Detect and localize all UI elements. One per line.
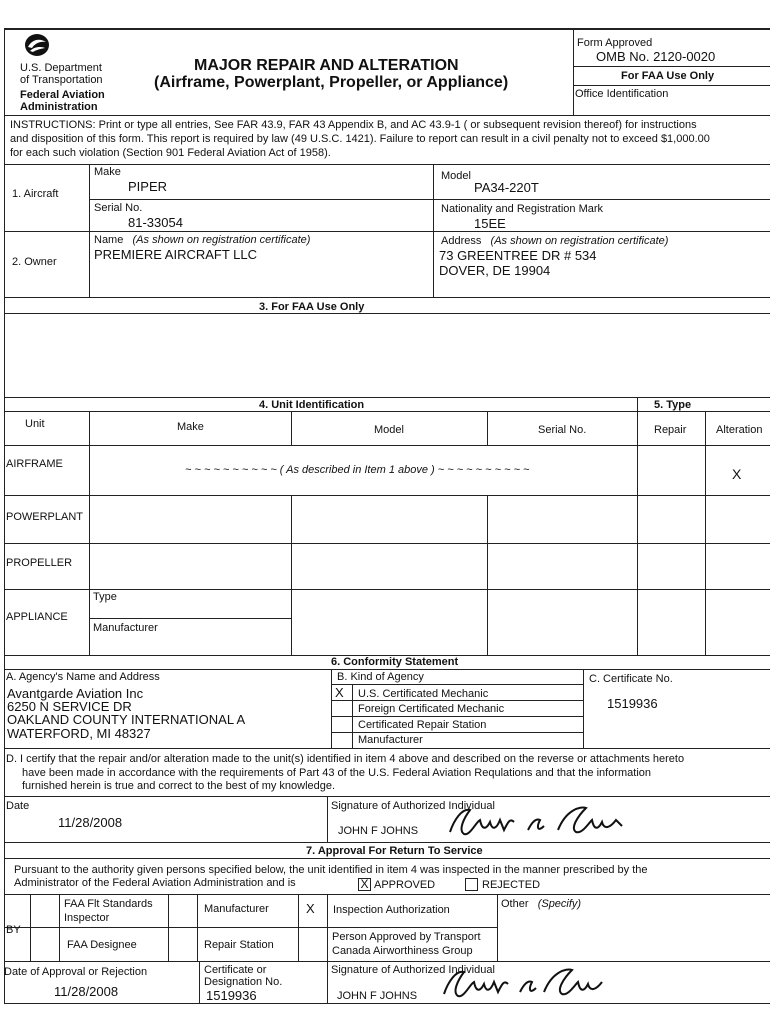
serial-label: Serial No. — [94, 202, 143, 214]
appliance-manufacturer-label: Manufacturer — [93, 622, 158, 634]
approved-label: APPROVED — [374, 879, 436, 891]
instructions-line3: for each such violation (Section 901 Federal Aviation Act of 1958). — [10, 147, 331, 159]
designation-label-line2: Designation No. — [204, 976, 283, 988]
col-make: Make — [177, 421, 204, 433]
dept-line1: U.S. Department — [20, 62, 102, 74]
signature — [440, 800, 640, 844]
certificate-no-label: C. Certificate No. — [589, 673, 673, 685]
rejected-label: REJECTED — [482, 879, 541, 891]
owner-address-label: Address (As shown on registration certificate) — [441, 235, 669, 247]
unit-airframe: AIRFRAME — [6, 458, 63, 470]
instructions-line2: and disposition of this form. This report is required by law (49 U.S.C. 1421). Failure to report can result in a civil penalty not to exceed $1,000.00 — [10, 133, 710, 145]
faa-use-area[interactable] — [5, 314, 769, 396]
kind-foreign-checkbox[interactable] — [332, 701, 352, 716]
manufacturer-checkbox[interactable] — [169, 895, 197, 927]
inspection-auth-mark[interactable]: X — [306, 901, 315, 916]
registration-mark[interactable]: 15EE — [474, 216, 506, 231]
faa-use-only-header: For FAA Use Only — [621, 70, 715, 82]
signer-name[interactable]: JOHN F JOHNS — [338, 825, 419, 837]
kind-station-checkbox[interactable] — [332, 717, 352, 732]
airframe-alteration-mark[interactable]: X — [732, 466, 742, 482]
certification-line2: have been made in accordance with the requirements of Part 43 of the U.S. Federal Aviation Requlations and that the information — [22, 767, 652, 779]
kind-foreign-mechanic: Foreign Certificated Mechanic — [358, 703, 505, 715]
approval-text-line1: Pursuant to the authority given persons specified below, the unit identified in item 4 was inspected in the manner prescribed by the — [14, 864, 648, 876]
approval-signer-name[interactable]: JOHN F JOHNS — [337, 990, 418, 1002]
kind-manufacturer-checkbox[interactable] — [332, 733, 352, 747]
form-approved: Form Approved — [577, 37, 653, 49]
kind-repair-station: Certificated Repair Station — [358, 719, 487, 731]
col-unit: Unit — [25, 418, 45, 430]
date-label: Date — [6, 800, 30, 812]
inspection-auth-label: Inspection Authorization — [333, 904, 450, 916]
approval-date[interactable]: 11/28/2008 — [54, 984, 119, 999]
designee-checkbox[interactable] — [31, 928, 59, 960]
designation-label-line1: Certificate or — [204, 964, 267, 976]
unit-propeller: PROPELLER — [6, 557, 73, 569]
owner-label: 2. Owner — [12, 256, 57, 268]
col-serial: Serial No. — [538, 424, 587, 436]
appliance-type-label: Type — [93, 591, 117, 603]
faa-line1: Federal Aviation — [20, 89, 105, 101]
rejected-checkbox[interactable] — [465, 878, 478, 891]
aircraft-model[interactable]: PA34-220T — [474, 180, 539, 195]
form-subtitle: (Airframe, Powerplant, Propeller, or Appliance) — [154, 74, 509, 91]
repair-station-checkbox[interactable] — [169, 928, 197, 960]
agency-line2[interactable]: 6250 N SERVICE DR — [7, 699, 132, 714]
manufacturer-label: Manufacturer — [204, 903, 269, 915]
agency-line1[interactable]: Avantgarde Aviation Inc — [7, 686, 144, 701]
approval-signature — [436, 964, 616, 1004]
designation-number[interactable]: 1519936 — [206, 988, 257, 1003]
transport-canada-line2: Canada Airworthiness Group — [332, 945, 473, 957]
aircraft-make[interactable]: PIPER — [128, 179, 168, 194]
faa-line2: Administration — [20, 101, 98, 113]
transport-canada-line1: Person Approved by Transport — [332, 931, 481, 943]
kind-us-mechanic: U.S. Certificated Mechanic — [358, 688, 489, 700]
agency-line4[interactable]: WATERFORD, MI 48327 — [7, 726, 151, 741]
owner-address-line2[interactable]: DOVER, DE 19904 — [439, 263, 551, 278]
dept-line2: of Transportation — [20, 74, 103, 86]
section5-title: 5. Type — [654, 399, 692, 411]
airframe-description[interactable]: ~ ~ ~ ~ ~ ~ ~ ~ ~ ~ ( As described in Item 1 above ) ~ ~ ~ ~ ~ ~ ~ ~ ~ ~ — [185, 464, 530, 476]
omb-number: OMB No. 2120-0020 — [596, 49, 716, 64]
unit-powerplant: POWERPLANT — [6, 511, 84, 523]
aircraft-label: 1. Aircraft — [12, 188, 59, 200]
col-model: Model — [374, 424, 404, 436]
model-label: Model — [441, 170, 471, 182]
agency-line3[interactable]: OAKLAND COUNTY INTERNATIONAL A — [7, 712, 246, 727]
certification-line1: D. I certify that the repair and/or alteration made to the unit(s) identified in item 4 above and described on the reverse or attachments hereto — [6, 753, 685, 765]
kind-manufacturer: Manufacturer — [358, 734, 423, 746]
approval-date-label: Date of Approval or Rejection — [4, 966, 148, 978]
approved-checkbox[interactable]: X — [358, 878, 371, 891]
dot-logo — [24, 33, 50, 57]
col-alteration: Alteration — [716, 424, 763, 436]
agency-name-label: A. Agency's Name and Address — [6, 671, 160, 683]
section6-title: 6. Conformity Statement — [331, 656, 459, 668]
fsi-label-line1: FAA Flt Standards — [64, 898, 153, 910]
section7-title: 7. Approval For Return To Service — [306, 845, 483, 857]
certification-line3: furnished herein is true and correct to the best of my knowledge. — [22, 780, 336, 792]
other-label: Other (Specify) — [501, 898, 582, 910]
kind-us-mechanic-mark[interactable]: X — [335, 685, 344, 700]
transport-canada-checkbox[interactable] — [299, 928, 327, 960]
approval-signature-label: Signature of Authorized Individual — [331, 964, 495, 976]
repair-station-label: Repair Station — [204, 939, 274, 951]
by-label: BY — [6, 924, 21, 936]
owner-name[interactable]: PREMIERE AIRCRAFT LLC — [94, 247, 258, 262]
instructions-line1: INSTRUCTIONS: Print or type all entries, See FAR 43.9, FAR 43 Appendix B, and AC 43.9-1 ( or subsequent revision thereof) for instructions — [10, 119, 697, 131]
signature-label: Signature of Authorized Individual — [331, 800, 495, 812]
section4-title: 4. Unit Identification — [259, 399, 365, 411]
conformity-date[interactable]: 11/28/2008 — [58, 815, 123, 830]
section3-title: 3. For FAA Use Only — [259, 301, 365, 313]
owner-name-label: Name (As shown on registration certificate) — [94, 234, 311, 246]
nationality-label: Nationality and Registration Mark — [441, 203, 604, 215]
certificate-no[interactable]: 1519936 — [607, 696, 658, 711]
owner-address-line1[interactable]: 73 GREENTREE DR # 534 — [439, 248, 597, 263]
aircraft-serial[interactable]: 81-33054 — [128, 215, 183, 230]
fsi-label-line2: Inspector — [64, 912, 110, 924]
office-identification: Office Identification — [575, 88, 669, 100]
col-repair: Repair — [654, 424, 687, 436]
designee-label: FAA Designee — [67, 939, 137, 951]
approval-text-line2: Administrator of the Federal Aviation Administration and is — [14, 877, 296, 889]
unit-appliance: APPLIANCE — [6, 611, 68, 623]
kind-of-agency-label: B. Kind of Agency — [337, 671, 424, 683]
form-title: MAJOR REPAIR AND ALTERATION — [194, 57, 459, 74]
make-label: Make — [94, 166, 121, 178]
